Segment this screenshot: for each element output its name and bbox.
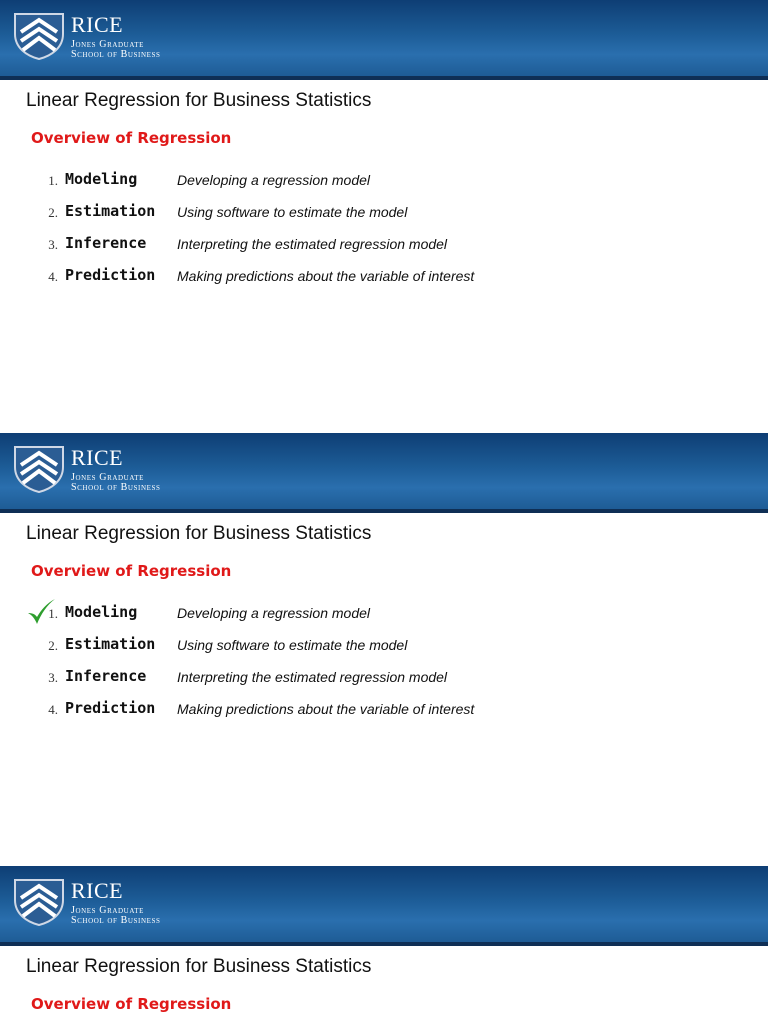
item-description: Interpreting the estimated regression model — [177, 669, 448, 685]
logo-subline-1: Jones Graduate — [71, 472, 144, 483]
item-term: Estimation — [65, 202, 156, 220]
rice-shield-icon — [13, 876, 65, 926]
item-number: 2. — [48, 638, 58, 653]
slide-subtitle: Overview of Regression — [31, 995, 232, 1013]
item-number: 1. — [48, 173, 58, 188]
item-description: Making predictions about the variable of interest — [177, 268, 475, 284]
item-description: Using software to estimate the model — [177, 637, 408, 653]
list-item — [0, 667, 768, 689]
item-number: 3. — [48, 670, 58, 685]
item-number: 4. — [48, 269, 58, 284]
slide-1 — [0, 0, 768, 432]
item-number: 3. — [48, 237, 58, 252]
header-banner — [0, 433, 768, 511]
header-banner — [0, 0, 768, 78]
list-item — [0, 699, 768, 721]
logo-subline-2: School of Business — [71, 482, 161, 493]
logo-subline-2: School of Business — [71, 915, 161, 926]
item-description: Making predictions about the variable of interest — [177, 701, 475, 717]
item-description: Using software to estimate the model — [177, 204, 408, 220]
slide-title: Linear Regression for Business Statistics — [26, 956, 372, 977]
item-term: Prediction — [65, 699, 156, 717]
item-term: Modeling — [65, 170, 138, 188]
logo-wordmark: RICE — [71, 878, 124, 903]
slide-2 — [0, 433, 768, 865]
logo-subline-2: School of Business — [71, 49, 161, 60]
rice-shield-icon — [13, 10, 65, 60]
item-term: Inference — [65, 667, 147, 685]
item-term: Modeling — [65, 603, 138, 621]
list-item — [0, 266, 768, 288]
logo-subline-1: Jones Graduate — [71, 39, 144, 50]
list-item — [0, 202, 768, 224]
item-number: 4. — [48, 702, 58, 717]
slide-subtitle: Overview of Regression — [31, 129, 232, 147]
list-item — [0, 170, 768, 192]
item-description: Developing a regression model — [177, 605, 370, 621]
item-number: 1. — [48, 606, 58, 621]
logo-wordmark: RICE — [71, 445, 124, 470]
rice-shield-icon — [13, 443, 65, 493]
item-description: Developing a regression model — [177, 172, 370, 188]
slide-title: Linear Regression for Business Statistics — [26, 90, 372, 111]
list-item — [0, 234, 768, 256]
item-term: Estimation — [65, 635, 156, 653]
logo-wordmark: RICE — [71, 12, 124, 37]
item-description: Interpreting the estimated regression model — [177, 236, 448, 252]
slide-subtitle: Overview of Regression — [31, 562, 232, 580]
item-term: Inference — [65, 234, 147, 252]
slide-title: Linear Regression for Business Statistics — [26, 523, 372, 544]
slide-3 — [0, 866, 768, 1024]
header-banner — [0, 866, 768, 944]
item-number: 2. — [48, 205, 58, 220]
list-item — [0, 635, 768, 657]
list-item — [0, 603, 768, 625]
item-term: Prediction — [65, 266, 156, 284]
logo-subline-1: Jones Graduate — [71, 905, 144, 916]
